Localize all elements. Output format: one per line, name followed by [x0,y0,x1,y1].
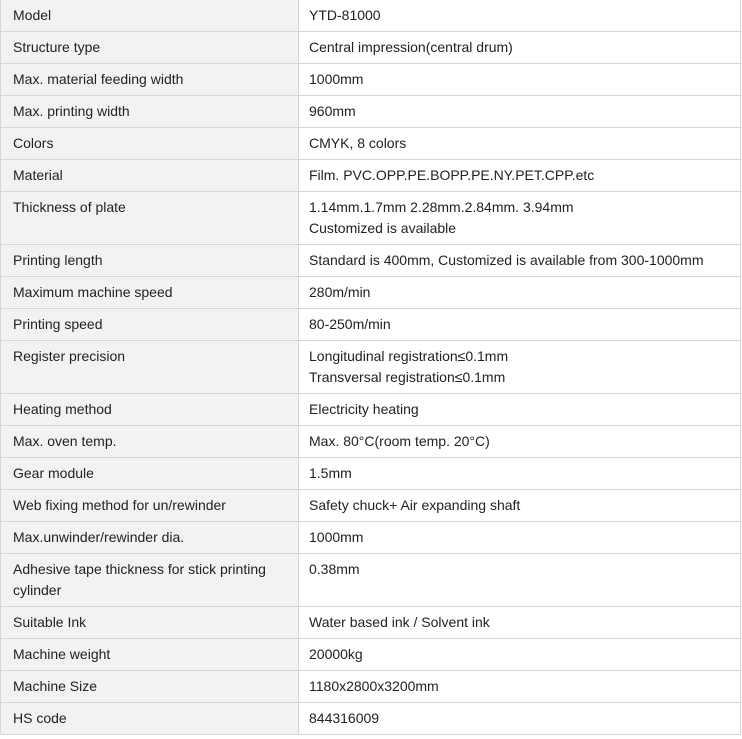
table-row [1,671,741,703]
spec-value-cell [299,426,741,458]
spec-value-cell [299,490,741,522]
spec-value-line: 280m/min [309,284,371,300]
spec-label-cell: Suitable Ink [1,607,299,639]
spec-table-body [1,0,741,735]
spec-label-cell: Max. oven temp. [1,426,299,458]
table-row [1,522,741,554]
spec-value-line: Standard is 400mm, Customized is available from 300-1000mm [309,252,704,268]
spec-value-cell [299,277,741,309]
spec-value-cell [299,458,741,490]
spec-label-cell: Heating method [1,394,299,426]
spec-value-line: 80-250m/min [309,316,391,332]
spec-value-cell [299,703,741,735]
spec-label-cell: Register precision [1,341,299,394]
spec-value-cell [299,671,741,703]
spec-value-line: Max. 80°C(room temp. 20°C) [309,433,490,449]
spec-value-line: Central impression(central drum) [309,39,513,55]
table-row [1,426,741,458]
spec-label-cell: Max. printing width [1,96,299,128]
spec-label-cell: Printing speed [1,309,299,341]
spec-label-cell: Model [1,0,299,32]
spec-value-cell [299,96,741,128]
spec-value-cell [299,554,741,607]
spec-value-cell [299,160,741,192]
spec-value-line: 1.14mm.1.7mm 2.28mm.2.84mm. 3.94mm [309,199,574,215]
spec-value-cell [299,64,741,96]
spec-value-cell [299,309,741,341]
spec-value-line: 960mm [309,103,356,119]
table-row [1,639,741,671]
table-row [1,607,741,639]
spec-value-line: 1.5mm [309,465,352,481]
spec-label-cell: Machine weight [1,639,299,671]
spec-value-cell [299,341,741,394]
table-row [1,32,741,64]
spec-value-cell [299,522,741,554]
spec-value-cell [299,245,741,277]
spec-label-cell: Maximum machine speed [1,277,299,309]
spec-label-cell: HS code [1,703,299,735]
spec-value-cell [299,607,741,639]
spec-value-line: 20000kg [309,646,363,662]
spec-value-line: CMYK, 8 colors [309,135,407,151]
table-row [1,703,741,735]
table-row [1,490,741,522]
spec-value-line: 1000mm [309,71,364,87]
spec-value-cell [299,128,741,160]
spec-value-cell [299,394,741,426]
spec-label-cell: Machine Size [1,671,299,703]
spec-label-cell: Web fixing method for un/rewinder [1,490,299,522]
spec-value-cell [299,192,741,245]
table-row [1,458,741,490]
spec-label-cell: Structure type [1,32,299,64]
table-row [1,128,741,160]
spec-value-cell [299,32,741,64]
spec-value-line: Longitudinal registration≤0.1mm [309,348,509,364]
spec-value-line: 1000mm [309,529,364,545]
spec-value-line: 844316009 [309,710,380,726]
spec-value-line: Electricity heating [309,401,419,417]
spec-value-cell [299,0,741,32]
table-row [1,277,741,309]
spec-label-cell: Thickness of plate [1,192,299,245]
table-row [1,192,741,245]
table-row [1,394,741,426]
spec-value-line: 0.38mm [309,561,360,577]
spec-label-cell: Colors [1,128,299,160]
table-row [1,341,741,394]
spec-label-cell: Gear module [1,458,299,490]
table-row [1,160,741,192]
table-row [1,96,741,128]
spec-value-line: Film. PVC.OPP.PE.BOPP.PE.NY.PET.CPP.etc [309,167,595,183]
spec-label-cell: Adhesive tape thickness for stick printing cylinder [1,554,299,607]
spec-label-cell: Max.unwinder/rewinder dia. [1,522,299,554]
table-row [1,309,741,341]
spec-value-line: Water based ink / Solvent ink [309,614,490,630]
spec-label-cell: Max. material feeding width [1,64,299,96]
spec-value-line: 1180x2800x3200mm [309,678,439,694]
table-row [1,64,741,96]
spec-value-line: Safety chuck+ Air expanding shaft [309,497,521,513]
table-row [1,554,741,607]
spec-value-line: Transversal registration≤0.1mm [309,369,506,385]
spec-value-cell [299,639,741,671]
spec-value-line: YTD-81000 [309,7,381,23]
spec-value-line: Customized is available [309,220,457,236]
spec-label-cell: Material [1,160,299,192]
table-row [1,0,741,32]
table-row [1,245,741,277]
spec-label-cell: Printing length [1,245,299,277]
